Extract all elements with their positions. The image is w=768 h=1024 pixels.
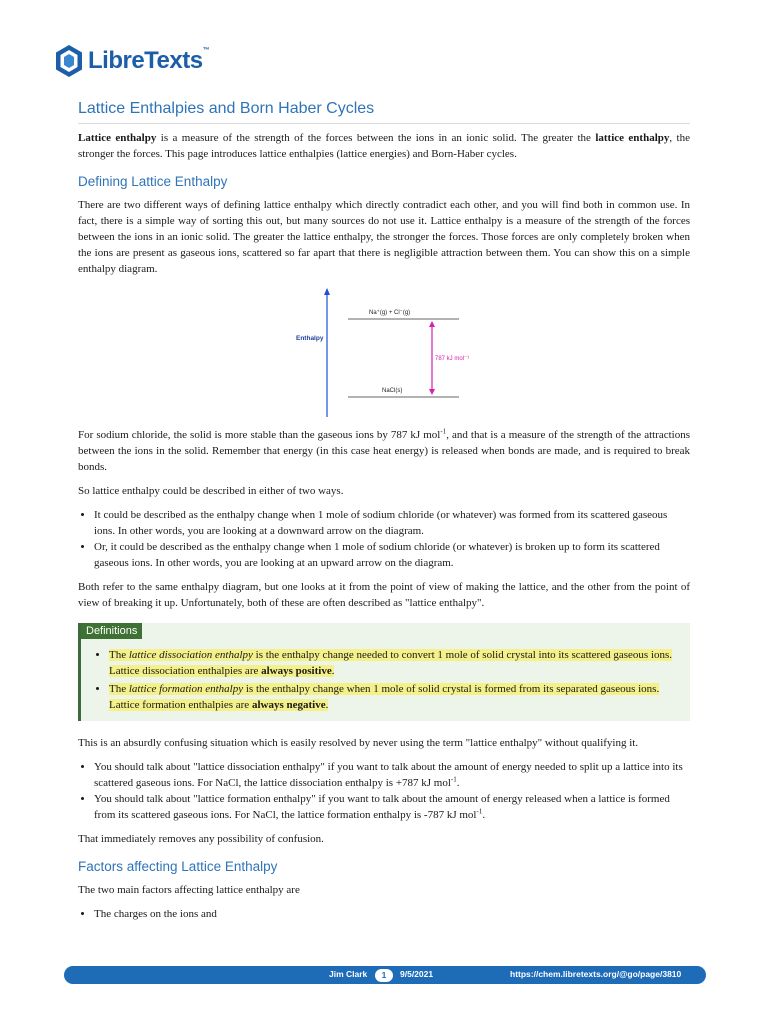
confusion-paragraph: That immediately removes any possibility of confusion.	[78, 833, 324, 845]
list-item: • You should talk about "lattice dissociation enthalpy" if you want to talk about the amount of energy needed to split up a lattice into its scattered gaseous ions. For NaCl, the lattice dissociation enthalpy is +787 kJ mol$^{-1}$.	[94, 759, 690, 791]
footer-url[interactable]: https://chem.libretexts.org/@go/page/3810	[510, 969, 682, 979]
footer-author: Jim Clark	[329, 969, 368, 979]
footer-date: 9/5/2021	[400, 969, 434, 979]
definitions-tag: Definitions	[81, 623, 142, 639]
libretexts-logo[interactable]	[54, 44, 209, 78]
energy-label: 787 kJ mol⁻¹	[435, 356, 470, 362]
same-diagram-paragraph: Both refer to the same enthalpy diagram, but one looks at it from the point of view of making the lattice, and the other from the point of view of breaking it up. Unfortunately, both of these are often described as "lattice enthalpy".	[78, 581, 690, 609]
definition-item: • The lattice formation enthalpy is the enthalpy change when 1 mole of solid crystal is formed from its separated gaseous ions. Lattice formation enthalpies are always negative.	[109, 681, 690, 713]
list-item: • You should talk about "lattice formation enthalpy" if you want to talk about the amount of energy released when a lattice is formed from its scattered gaseous ions. For NaCl, the lattice formation enthalpy is -787 kJ mol$^{-1}$.	[94, 791, 690, 823]
libretexts-hexagon-icon	[54, 44, 84, 78]
factors-list	[78, 906, 690, 922]
list-item: • It could be described as the enthalpy change when 1 mole of sodium chloride (or whatever) was formed from its scattered gaseous ions. In other words, you are looking at a downward arrow on the diagram.	[94, 507, 690, 539]
page-footer	[64, 966, 706, 984]
energy-arrowhead-down	[429, 389, 435, 395]
page-title: Lattice Enthalpies and Born Haber Cycles	[78, 100, 690, 124]
axis-label: Enthalpy	[296, 335, 324, 342]
energy-arrowhead-up	[429, 321, 435, 327]
factors-paragraph: The two main factors affecting lattice enthalpy are	[78, 884, 300, 896]
definition-item: • The lattice dissociation enthalpy is the enthalpy change needed to convert 1 mole of solid crystal into its scattered gaseous ions. Lattice dissociation enthalpies are always positive.	[109, 647, 690, 679]
two-ways-paragraph: So lattice enthalpy could be described in either of two ways.	[78, 485, 344, 497]
enthalpy-diagram	[78, 285, 690, 417]
section-heading-defining: Defining Lattice Enthalpy	[78, 174, 228, 189]
page-content	[78, 100, 690, 930]
intro-paragraph: Lattice enthalpy is a measure of the strength of the forces between the ions in an ionic solid. The greater the lattice enthalpy, the stronger the forces. This page introduces lattice enthalpies (lattice energies) and Born-Haber cycles.	[78, 132, 690, 160]
defining-paragraph: There are two different ways of defining lattice enthalpy which directly contradict each other, and you will find both in common use. In fact, there is a simple way of sorting this out, but many sources do not use it. Lattice enthalpy is a measure of the strength of the forces between the ions in an ionic solid. The greater the lattice enthalpy, the stronger the forces. Those forces are only completely broken when the ions are present as gaseous ions, scattered so far apart that there is negligible attraction between them. You can show this on a simple enthalpy diagram.	[78, 199, 690, 275]
definitions-box	[78, 623, 690, 721]
talk-list	[78, 759, 690, 823]
list-item: • Or, it could be described as the enthalpy change when 1 mole of sodium chloride (or whatever) is broken up to form its scattered gaseous ions. In other words, you are looking at an upward arrow on the diagram.	[94, 539, 690, 571]
gaseous-ions-label: Na⁺(g) + Cl⁻(g)	[369, 310, 411, 316]
sodium-chloride-paragraph: For sodium chloride, the solid is more stable than the gaseous ions by 787 kJ mol$^{-1}$, and that is a measure of the strength of the attractions between the ions in the solid. Remember that energy (in this case heat energy) is released when bonds are made, and is required to break bonds.	[78, 427, 691, 473]
ways-list	[78, 507, 690, 571]
axis-arrowhead	[324, 288, 330, 295]
solid-label: NaCl(s)	[382, 388, 403, 394]
page-number-badge: 1	[375, 969, 393, 982]
section-heading-factors: Factors affecting Lattice Enthalpy	[78, 859, 278, 874]
list-item: • The charges on the ions and	[94, 906, 690, 922]
logo-text: LibreTexts™	[88, 47, 210, 74]
confusing-paragraph: This is an absurdly confusing situation which is easily resolved by never using the term "lattice enthalpy" without qualifying it.	[78, 737, 639, 749]
